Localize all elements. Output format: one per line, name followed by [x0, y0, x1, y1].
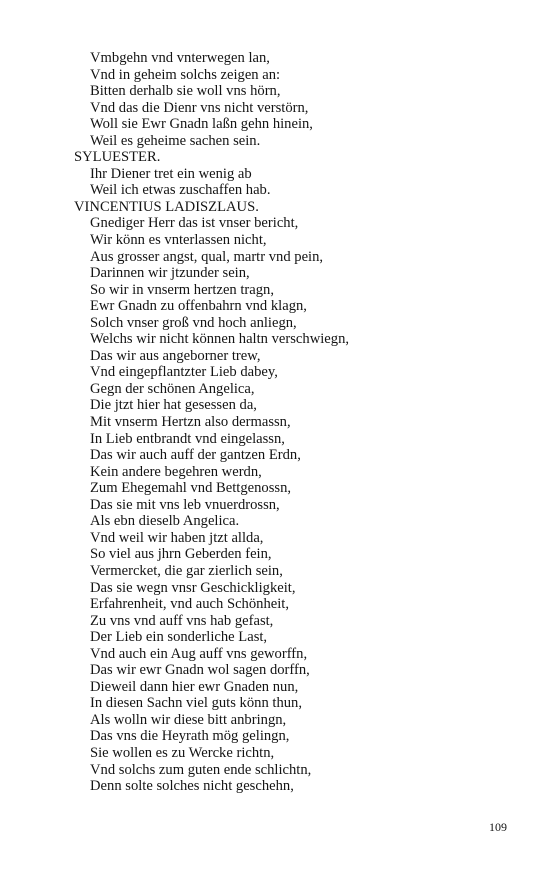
verse-line: Vnd in geheim solchs zeigen an: [90, 66, 281, 83]
verse-line: Ewr Gnadn zu offenbahrn vnd klagn, [90, 298, 307, 315]
play-text [74, 50, 514, 795]
verse-line: Vermercket, die gar zierlich sein, [90, 562, 283, 579]
verse-line: Woll sie Ewr Gnadn laßn gehn hinein, [90, 116, 313, 133]
verse-line: Denn solte solches nicht geschehn, [90, 778, 294, 795]
verse-line: So wir in vnserm hertzen tragn, [90, 281, 274, 298]
verse-line: Der Lieb ein sonderliche Last, [90, 629, 268, 646]
verse-line: Zum Ehegemahl vnd Bettgenossn, [90, 480, 292, 497]
verse-line: Vnd solchs zum guten ende schlichtn, [90, 761, 312, 778]
verse-line: Das vns die Heyrath mög gelingn, [90, 728, 290, 745]
speaker-name: VINCENTIUS LADISZLAUS. [74, 198, 259, 215]
verse-line: Weil es geheime sachen sein. [90, 132, 261, 149]
verse-line: Ihr Diener tret ein wenig ab [90, 165, 252, 182]
verse-line: Kein andere begehren werdn, [90, 463, 262, 480]
verse-line: Welchs wir nicht können haltn verschwiegn, [90, 331, 350, 348]
verse-line: Wir könn es vnterlassen nicht, [90, 232, 267, 249]
verse-line: Das wir aus angeborner trew, [90, 347, 261, 364]
verse-line: Vnd eingepflantzter Lieb dabey, [90, 364, 278, 381]
speaker-name: SYLUESTER. [74, 149, 161, 166]
verse-line: Weil ich etwas zuschaffen hab. [90, 182, 271, 199]
verse-line: Bitten derhalb sie woll vns hörn, [90, 83, 281, 100]
verse-line: In diesen Sachn viel guts könn thun, [90, 695, 302, 712]
verse-line: Aus grosser angst, qual, martr vnd pein, [90, 248, 324, 265]
verse-line: Als wolln wir diese bitt anbringn, [90, 711, 287, 728]
verse-line: Vnd weil wir haben jtzt allda, [90, 529, 264, 546]
verse-line: Das sie wegn vnsr Geschickligkeit, [90, 579, 296, 596]
verse-line: Als ebn dieselb Angelica. [90, 513, 240, 530]
verse-line: Vmbgehn vnd vnterwegen lan, [90, 50, 270, 66]
verse-line: Erfahrenheit, vnd auch Schönheit, [90, 596, 289, 613]
verse-line: Sie wollen es zu Wercke richtn, [90, 744, 275, 761]
verse-line: Vnd auch ein Aug auff vns geworffn, [90, 645, 308, 662]
verse-line: Solch vnser groß vnd hoch anliegn, [90, 314, 297, 331]
verse-line: Das sie mit vns leb vnuerdrossn, [90, 496, 280, 513]
verse-line: Die jtzt hier hat gesessen da, [90, 397, 257, 414]
verse-line: Vnd das die Dienr vns nicht verstörn, [90, 99, 309, 116]
verse-line: In Lieb entbrandt vnd eingelassn, [90, 430, 285, 447]
verse-line: Gnediger Herr das ist vnser bericht, [90, 215, 299, 232]
verse-line: Das wir ewr Gnadn wol sagen dorffn, [90, 662, 310, 679]
verse-line: Zu vns vnd auff vns hab gefast, [90, 612, 274, 629]
verse-line: Mit vnserm Hertzn also dermassn, [90, 414, 291, 431]
verse-line: Darinnen wir jtzunder sein, [90, 265, 250, 282]
verse-line: Gegn der schönen Angelica, [90, 380, 255, 397]
page-number: 109 [489, 820, 507, 834]
verse-line: Das wir auch auff der gantzen Erdn, [90, 447, 301, 464]
verse-line: Dieweil dann hier ewr Gnaden nun, [90, 678, 299, 695]
verse-line: So viel aus jhrn Geberden fein, [90, 546, 272, 563]
